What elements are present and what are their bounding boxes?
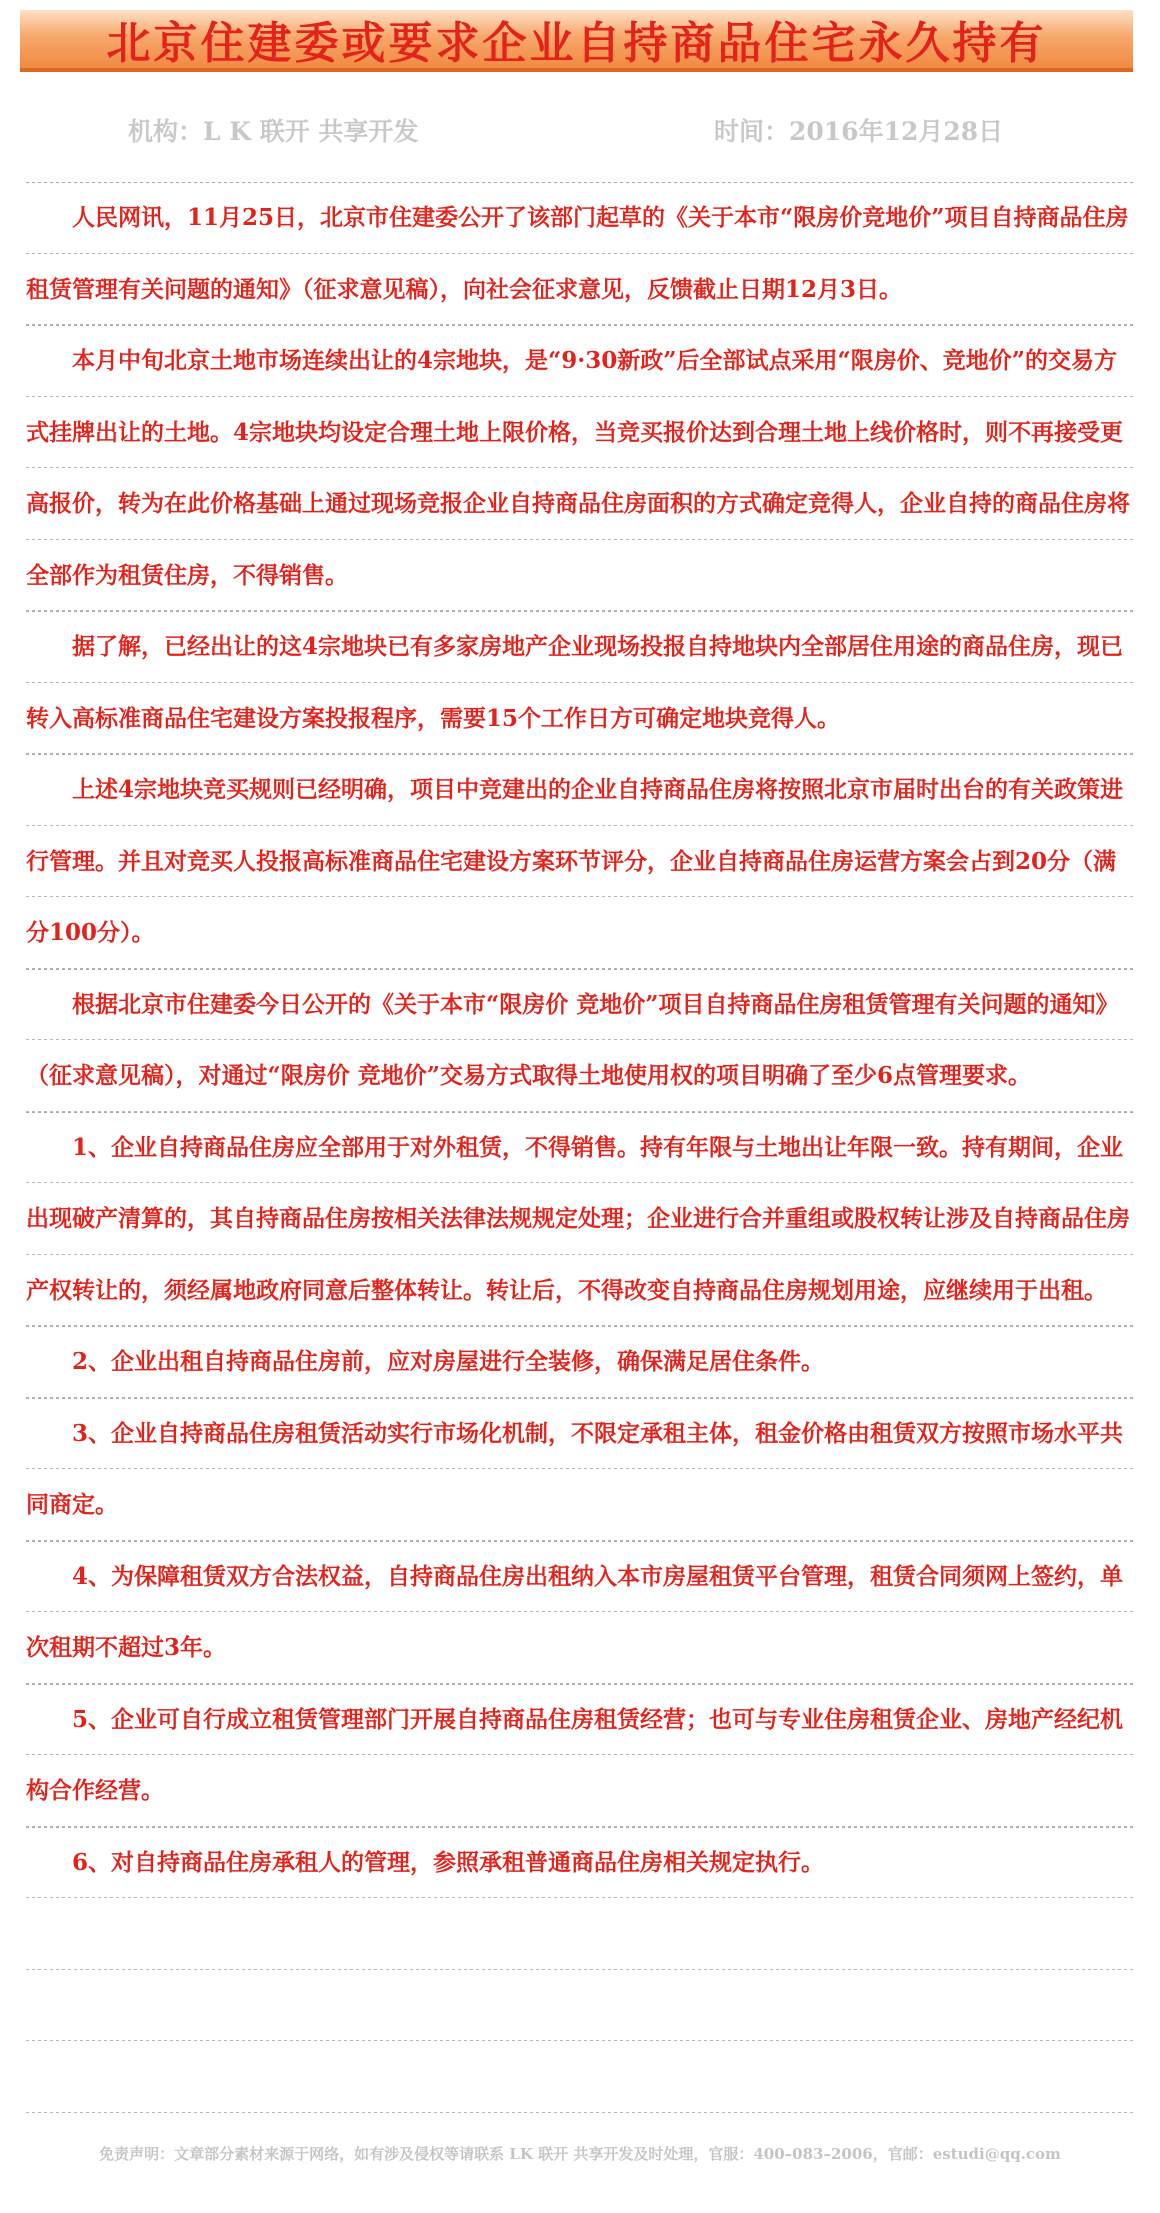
page-title: 北京住建委或要求企业自持商品住宅永久持有: [106, 18, 1047, 69]
article-paragraph: 6、对自持商品住房承租人的管理，参照承租普通商品住房相关规定执行。: [26, 1827, 1136, 1899]
article-paragraph: 上述4宗地块竞买规则已经明确，项目中竞建出的企业自持商品住房将按照北京市届时出台的有关政策进行管理。并且对竞买人投报高标准商品住宅建设方案环节评分，企业自持商品住房运营方案会占到20分（满分100分）。: [26, 754, 1136, 969]
article-paragraph: 据了解，已经出让的这4宗地块已有多家房地产企业现场投报自持地块内全部居住用途的商品住房，现已转入高标准商品住宅建设方案投报程序，需要15个工作日方可确定地块竞得人。: [26, 611, 1136, 754]
article-paragraph: 人民网讯，11月25日，北京市住建委公开了该部门起草的《关于本市“限房价竞地价”项目自持商品住房租赁管理有关问题的通知》（征求意见稿），向社会征求意见，反馈截止日期12月3日。: [26, 182, 1136, 325]
article-body: [26, 182, 1136, 1898]
article-paragraph: 1、企业自持商品住房应全部用于对外租赁，不得销售。持有年限与土地出让年限一致。持有期间，企业出现破产清算的，其自持商品住房按相关法律法规规定处理；企业进行合并重组或股权转让涉及自持商品住房产权转让的，须经属地政府同意后整体转让。转让后，不得改变自持商品住房规划用途，应继续用于出租。: [26, 1112, 1136, 1327]
disclaimer-footer: 免责声明：文章部分素材来源于网络，如有涉及侵权等请联系 LK 联开 共享开发及时处理，官服：400–083–2006，官邮：estudi@qq.com: [99, 2145, 1061, 2163]
article-paragraph: 5、企业可自行成立租赁管理部门开展自持商品住房租赁经营；也可与专业住房租赁企业、房地产经纪机构合作经营。: [26, 1684, 1136, 1827]
article-paragraph: 2、企业出租自持商品住房前，应对房屋进行全装修，确保满足居住条件。: [26, 1326, 1136, 1398]
article-paragraph: 3、企业自持商品住房租赁活动实行市场化机制，不限定承租主体，租金价格由租赁双方按照市场水平共同商定。: [26, 1398, 1136, 1541]
title-banner: [20, 10, 1133, 72]
article-paragraph: 4、为保障租赁双方合法权益，自持商品住房出租纳入本市房屋租赁平台管理，租赁合同须网上签约，单次租期不超过3年。: [26, 1541, 1136, 1684]
org-info: 机构：L K 联开 共享开发: [128, 117, 419, 146]
publish-date: 时间：2016年12月28日: [714, 117, 1004, 146]
article-paragraph: 根据北京市住建委今日公开的《关于本市“限房价 竞地价”项目自持商品住房租赁管理有关问题的通知》（征求意见稿），对通过“限房价 竞地价”交易方式取得土地使用权的项目明确了至少6点管理要求。: [26, 969, 1136, 1112]
article-paragraph: 本月中旬北京土地市场连续出让的4宗地块，是“9·30新政”后全部试点采用“限房价、竞地价”的交易方式挂牌出让的土地。4宗地块均设定合理土地上限价格，当竞买报价达到合理土地上线价格时，则不再接受更高报价，转为在此价格基础上通过现场竞报企业自持商品住房面积的方式确定竞得人，企业自持的商品住房将全部作为租赁住房，不得销售。: [26, 325, 1136, 611]
